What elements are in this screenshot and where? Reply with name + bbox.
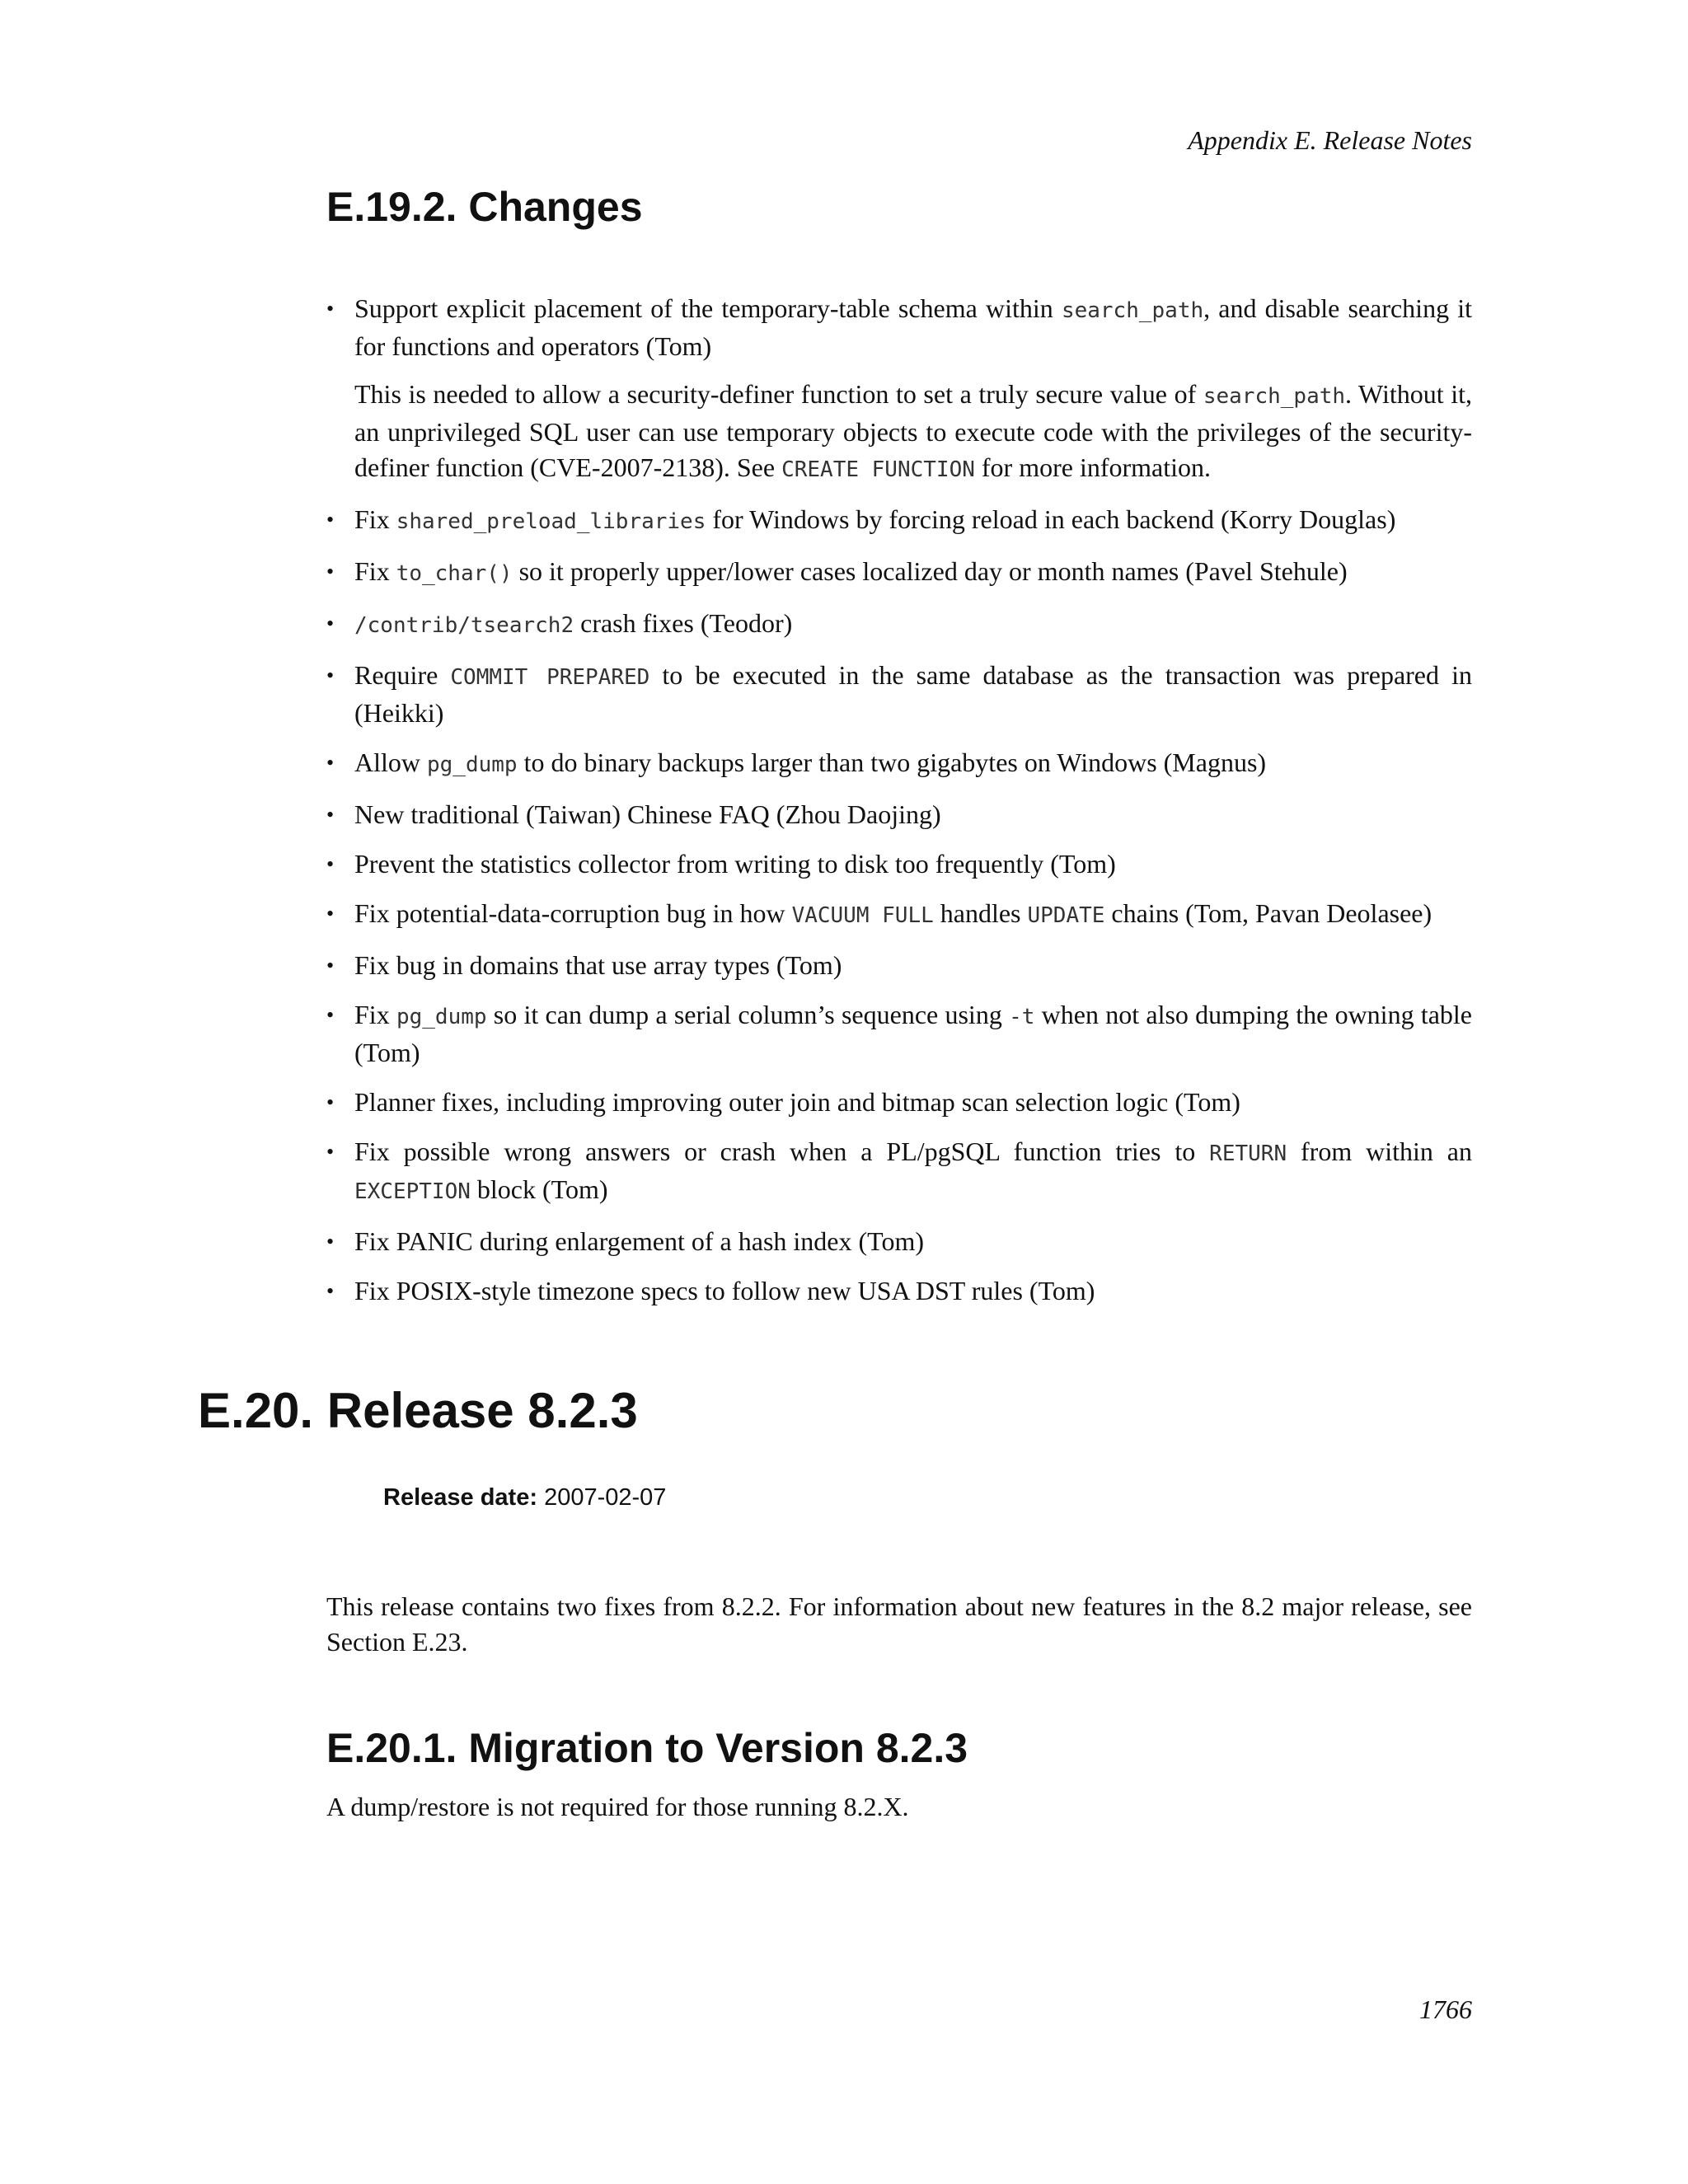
release-date-value: 2007-02-07 <box>544 1484 667 1511</box>
list-item: • Fix potential-data-corruption bug in how VACUUM FULL handles UPDATE chains (Tom, Pavan Deolasee) <box>326 896 1472 934</box>
changes-list <box>326 291 1472 1323</box>
release-date-label: Release date: <box>383 1484 537 1511</box>
running-header: Appendix E. Release Notes <box>1188 125 1472 155</box>
list-item: • Fix bug in domains that use array types (Tom) <box>326 948 1472 983</box>
list-item: • Fix POSIX-style timezone specs to follow new USA DST rules (Tom) <box>326 1273 1472 1309</box>
release-date <box>383 1484 666 1511</box>
list-item: • Fix shared_preload_libraries for Windows by forcing reload in each backend (Korry Douglas) <box>326 502 1472 540</box>
page-number: 1766 <box>1419 1994 1472 2024</box>
chapter-title-release: E.20. Release 8.2.3 <box>198 1383 638 1438</box>
release-intro: This release contains two fixes from 8.2.2. For information about new features in the 8.2 major release, see Section E.23. <box>326 1591 1472 1657</box>
section-title-changes: E.19.2. Changes <box>326 184 643 230</box>
list-item: • Prevent the statistics collector from writing to disk too frequently (Tom) <box>326 846 1472 882</box>
list-item: • Planner fixes, including improving outer join and bitmap scan selection logic (Tom) <box>326 1085 1472 1120</box>
migration-text: A dump/restore is not required for those running 8.2.X. <box>326 1792 909 1821</box>
list-item: • Fix PANIC during enlargement of a hash index (Tom) <box>326 1224 1472 1259</box>
list-item: • Require COMMIT PREPARED to be executed in the same database as the transaction was prepared in (Heikki) <box>326 658 1472 731</box>
section-title-migration: E.20.1. Migration to Version 8.2.3 <box>326 1725 968 1771</box>
list-item: • Fix to_char() so it properly upper/lower cases localized day or month names (Pavel Stehule) <box>326 554 1472 592</box>
list-item: • /contrib/tsearch2 crash fixes (Teodor) <box>326 606 1472 644</box>
list-item: • Allow pg_dump to do binary backups larger than two gigabytes on Windows (Magnus) <box>326 745 1472 783</box>
list-item: • Support explicit placement of the temporary-table schema within search_path, and disable searching it for functions and operators (Tom) This is needed to allow a security-definer function to set a truly secure value of search_path. Without it, an unprivileged SQL user can use temporary objects to execute code with the privileges of the security-definer function (CVE-2007-2138). See CREATE FUNCTION for more information. <box>326 291 1472 488</box>
list-item: • Fix pg_dump so it can dump a serial column’s sequence using -t when not also dumping the owning table (Tom) <box>326 997 1472 1071</box>
list-item: • New traditional (Taiwan) Chinese FAQ (Zhou Daojing) <box>326 797 1472 832</box>
list-item: • Fix possible wrong answers or crash when a PL/pgSQL function tries to RETURN from within an EXCEPTION block (Tom) <box>326 1134 1472 1210</box>
